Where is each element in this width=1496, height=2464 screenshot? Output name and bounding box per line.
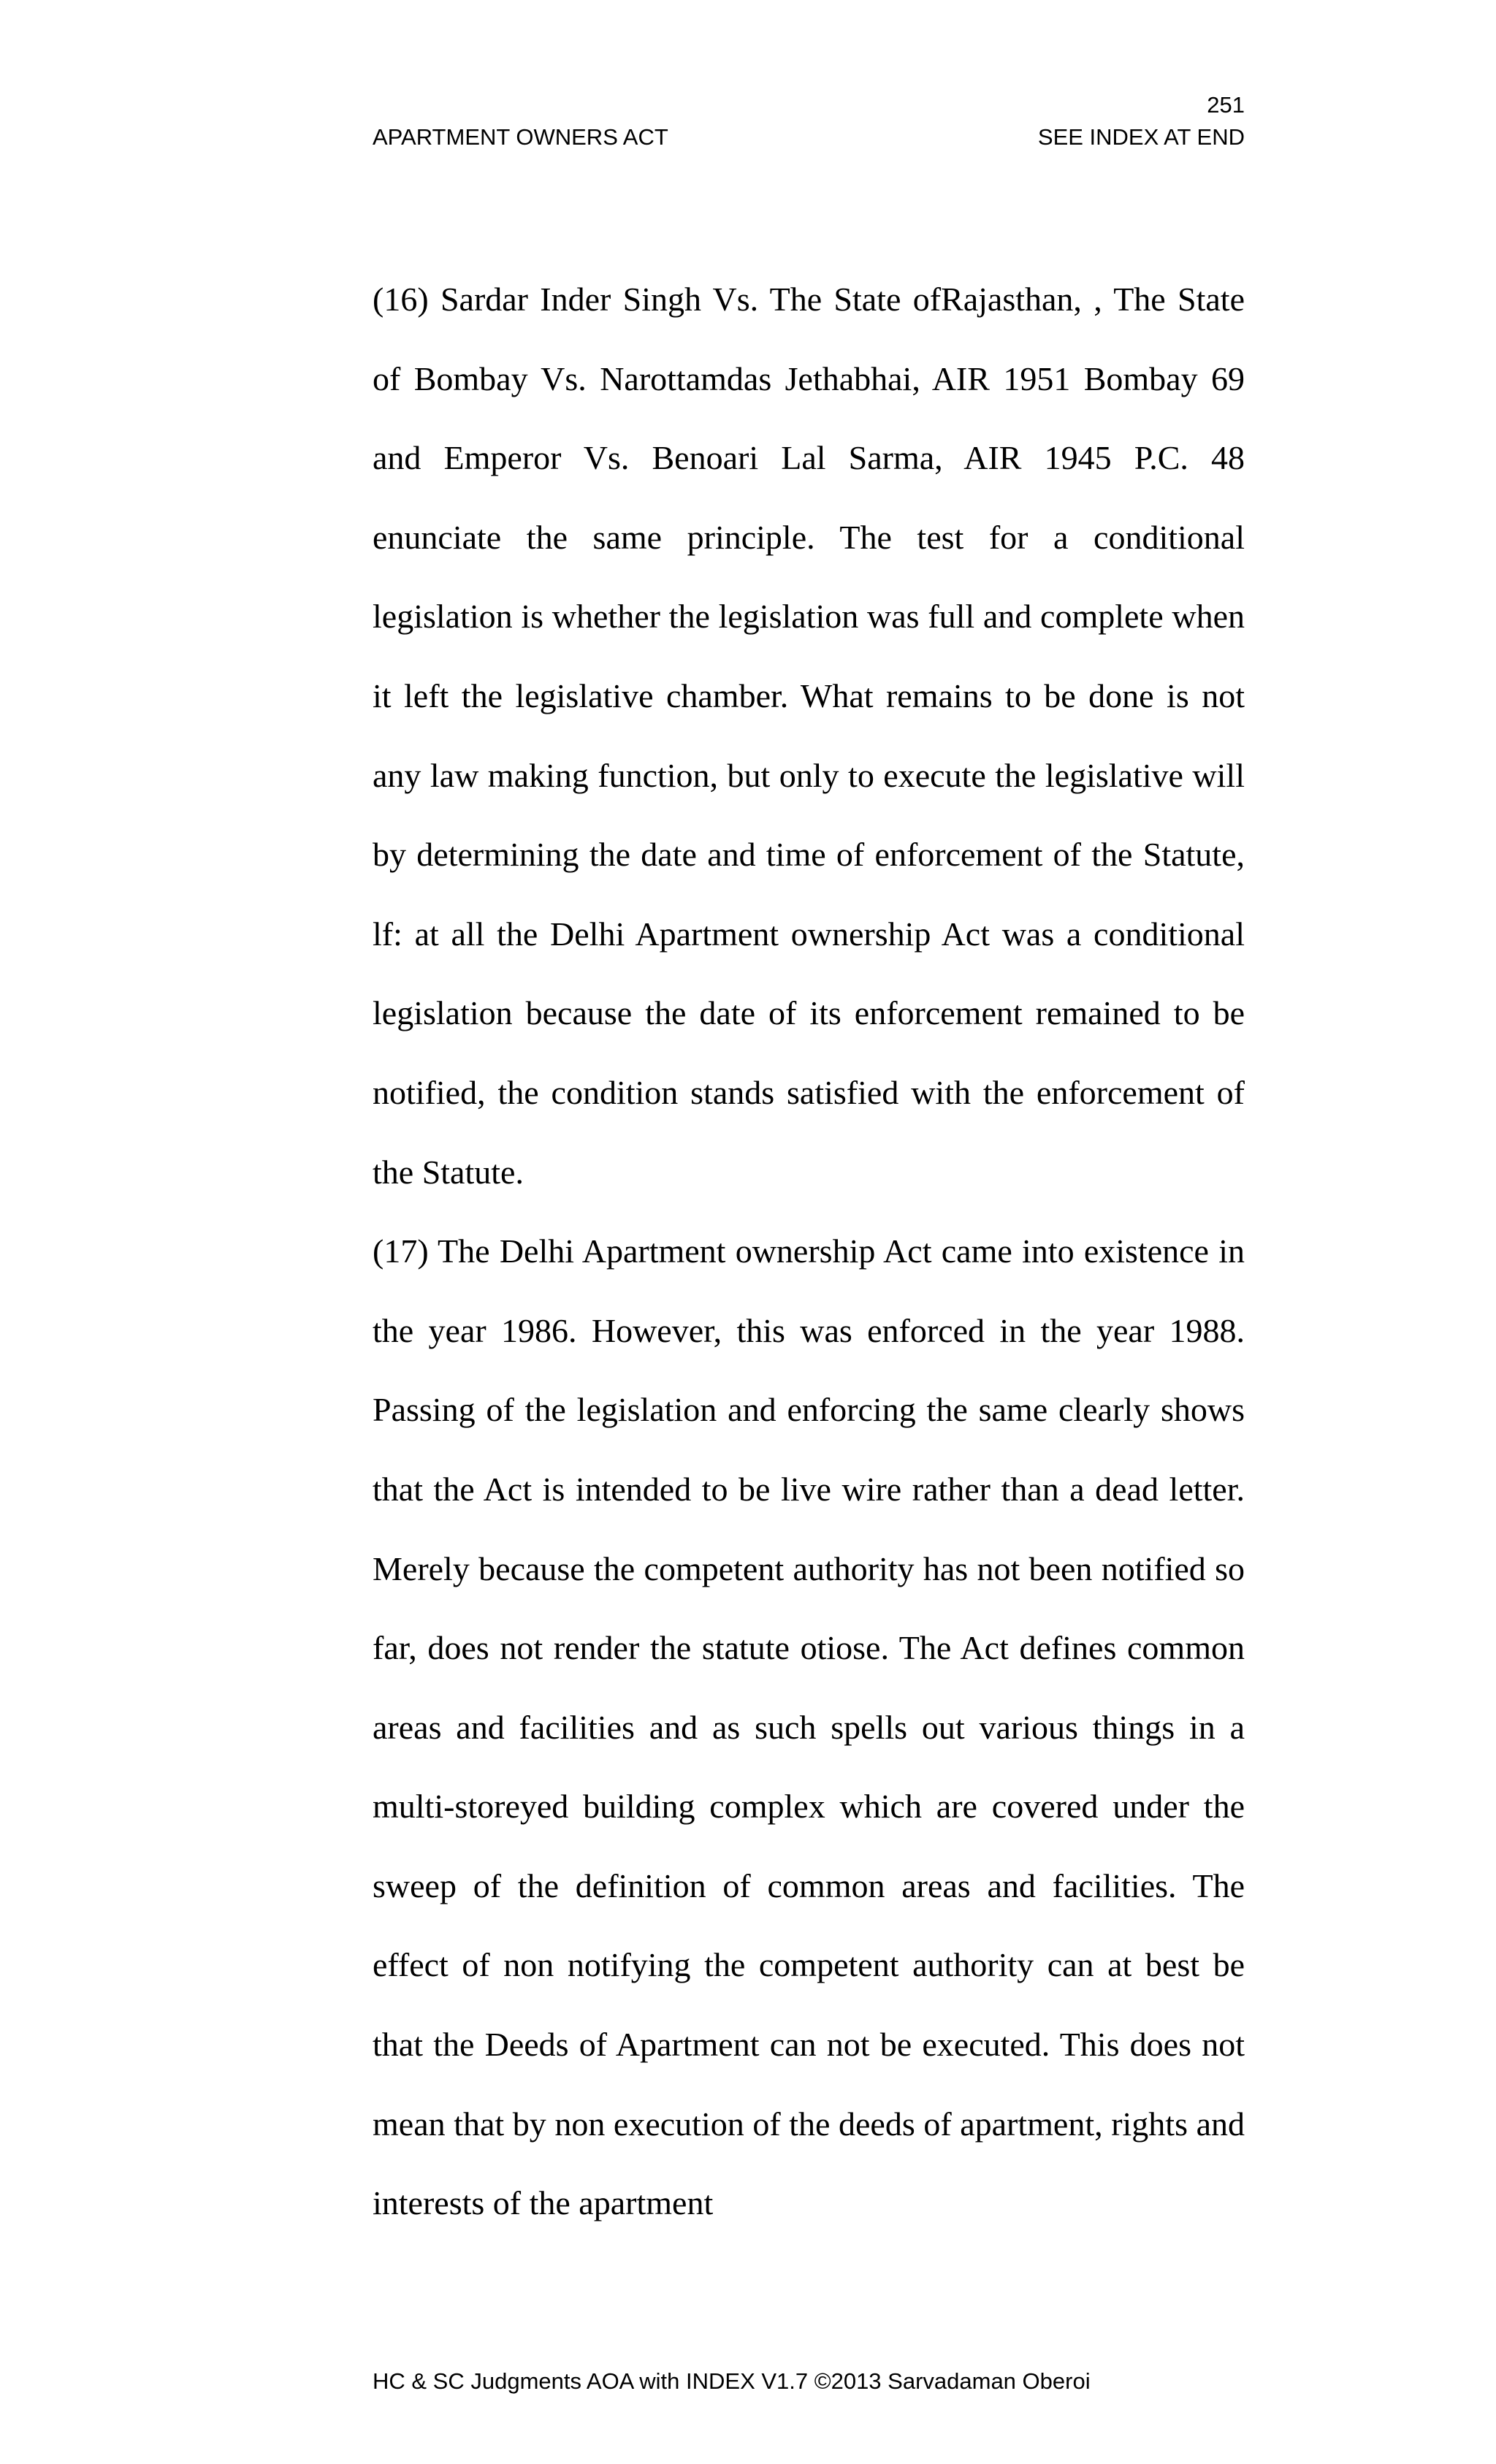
page-footer: HC & SC Judgments AOA with INDEX V1.7 ©2013 Sarvadaman Oberoi <box>373 2368 1091 2394</box>
page-number: 251 <box>1207 92 1245 118</box>
header-title: APARTMENT OWNERS ACT <box>373 124 668 150</box>
document-body <box>373 260 1245 2243</box>
paragraph-17: (17) The Delhi Apartment ownership Act came into existence in the year 1986. However, this was enforced in the year 1988. Passing of the legislation and enforcing the same clearly shows that the Act is intended to be live wire rather than a dead letter. Merely because the competent authority has not been notified so far, does not render the statute otiose. The Act defines common areas and facilities and as such spells out various things in a multi-storeyed building complex which are covered under the sweep of the definition of common areas and facilities. The effect of non notifying the competent authority can at best be that the Deeds of Apartment can not be executed. This does not mean that by non execution of the deeds of apartment, rights and interests of the apartment <box>373 1232 1245 2222</box>
running-header <box>373 123 1245 152</box>
header-index-note: SEE INDEX AT END <box>1037 124 1245 150</box>
paragraph-16: (16) Sardar Inder Singh Vs. The State ofRajasthan, , The State of Bombay Vs. Narottamdas Jethabhai, AIR 1951 Bombay 69 and Emperor Vs. Benoari Lal Sarma, AIR 1945 P.C. 48 enunciate the same principle. The test for a conditional legislation is whether the legislation was full and complete when it left the legislative chamber. What remains to be done is not any law making function, but only to execute the legislative will by determining the date and time of enforcement of the Statute, lf: at all the Delhi Apartment ownership Act was a conditional legislation because the date of its enforcement remained to be notified, the condition stands satisfied with the enforcement of the Statute. <box>373 281 1245 1191</box>
